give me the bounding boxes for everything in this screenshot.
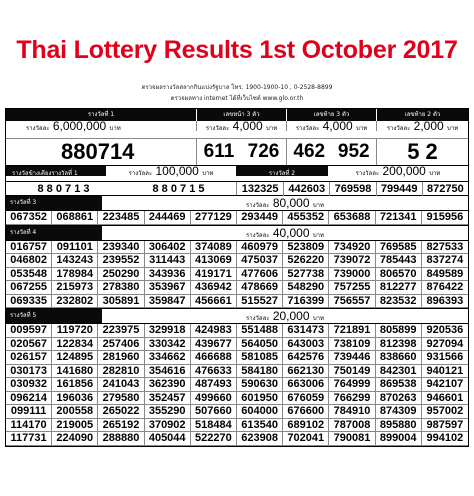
fifth-prize-number: 030173 [6,365,52,379]
near-first-numbers [6,182,236,195]
second-amount-value: 200,000 [382,164,426,178]
fifth-prize-number: 931566 [422,351,468,365]
fourth-prize-number: 757255 [329,281,375,295]
front3-amount-value: 4,000 [232,119,263,133]
fifth-prize-number: 784910 [329,405,375,419]
near-first-unit: บาท [202,170,214,177]
fourth-prize-number: 215973 [52,281,98,295]
fifth-prize-number: 874309 [376,405,422,419]
fourth-prize-number: 523809 [283,241,329,255]
last3-label: เลขท้าย 3 ตัว [286,109,376,121]
fifth-prize-number: 124895 [52,351,98,365]
fifth-prize-number: 487493 [191,378,237,392]
fifth-prize-number: 281960 [98,351,144,365]
fourth-prize-number: 849589 [422,268,468,282]
fourth-prize-number: 306402 [145,241,191,255]
fifth-prize-label: รางวัลที่ 5 [6,309,102,323]
first-prize-amount [6,121,196,131]
fourth-amount-prefix: รางวัลละ [246,231,270,239]
fifth-prize-number: 631473 [283,324,329,338]
fifth-prize-number: 927094 [422,338,468,352]
last3-amount-prefix: รางวัลละ [295,125,320,132]
fifth-prize-number: 942107 [422,378,468,392]
fifth-prize-number: 581085 [237,351,283,365]
fifth-prize-number: 329918 [145,324,191,338]
last2-label: เลขท้าย 2 ตัว [376,109,468,121]
fifth-prize-number: 476633 [191,365,237,379]
fifth-prize-number: 282810 [98,365,144,379]
fifth-prize-number: 920536 [422,324,468,338]
fifth-prize-number: 994102 [422,432,468,446]
fifth-prize-number: 564050 [237,338,283,352]
fourth-prize-number: 527738 [283,268,329,282]
fifth-prize-number: 096214 [6,392,52,406]
third-prize-number: 068861 [52,211,98,225]
third-prize-number: 223485 [98,211,144,225]
fifth-prize-number: 812398 [376,338,422,352]
fifth-prize-number: 518484 [191,419,237,433]
fifth-prize-number: 642576 [283,351,329,365]
last3-amount [286,121,376,131]
fifth-prize-number: 257406 [98,338,144,352]
second-prize-number: 872750 [422,182,468,196]
fifth-prize-number: 241043 [98,378,144,392]
near-first-number: 8 8 0 7 1 5 [152,183,205,195]
fourth-prize-number: 046802 [6,254,52,268]
fourth-prize-number: 053548 [6,268,52,282]
near-first-number: 8 8 0 7 1 3 [37,183,90,195]
fourth-prize-number: 091101 [52,241,98,255]
fifth-prize-number: 279580 [98,392,144,406]
fifth-prize-number: 522270 [191,432,237,446]
fifth-prize-number: 370902 [145,419,191,433]
winning-numbers-row [6,139,468,165]
fourth-prize-number: 478669 [237,281,283,295]
fourth-prize-number: 178984 [52,268,98,282]
fifth-prize-number: 842301 [376,365,422,379]
third-prize-number: 293449 [237,211,283,225]
fifth-prize-number: 721891 [329,324,375,338]
near-first-amount-prefix: รางวัลละ [128,170,153,177]
fifth-prize-number: 424983 [191,324,237,338]
fourth-prize-number: 305891 [98,295,144,309]
third-prize-grid [6,211,468,225]
fifth-prize-number: 009597 [6,324,52,338]
near-second-numbers-row [6,181,468,195]
fourth-prize-number: 716399 [283,295,329,309]
last2-number: 5 2 [376,139,468,165]
third-prize-number: 455352 [283,211,329,225]
third-prize-number: 277129 [191,211,237,225]
fifth-prize-number: 702041 [283,432,329,446]
fourth-prize-grid [6,241,468,309]
fifth-prize-number: 026157 [6,351,52,365]
fourth-prize-number: 143243 [52,254,98,268]
fifth-prize-number: 663006 [283,378,329,392]
fourth-prize-number: 239552 [98,254,144,268]
fifth-prize-number: 354616 [145,365,191,379]
near-first-label: รางวัลข้างเคียงรางวัลที่ 1 [6,166,106,176]
last2-amount [376,121,468,131]
fourth-prize-number: 515527 [237,295,283,309]
third-prize-number: 915956 [422,211,468,225]
fifth-prize-number: 662130 [283,365,329,379]
fifth-unit: บาท [312,315,324,322]
fifth-prize-number: 643003 [283,338,329,352]
fourth-prize-number: 413069 [191,254,237,268]
fourth-prize-number: 239340 [98,241,144,255]
fourth-prize-number: 756557 [329,295,375,309]
fifth-prize-number: 623908 [237,432,283,446]
fourth-prize-number: 016757 [6,241,52,255]
third-prize-label: รางวัลที่ 3 [6,196,102,210]
near-first-amount-value: 100,000 [155,164,199,178]
front3-label: เลขหน้า 3 ตัว [196,109,286,121]
fifth-prize-number: 466688 [191,351,237,365]
fourth-amount-value: 40,000 [272,225,310,240]
first-prize-unit: บาท [109,125,121,132]
fourth-prize-label: รางวัลที่ 4 [6,226,102,240]
front3-amount-prefix: รางวัลละ [205,125,230,132]
fifth-prize-number: 940121 [422,365,468,379]
fourth-prize-number: 827533 [422,241,468,255]
fourth-prize-number: 460979 [237,241,283,255]
fifth-prize-number: 114170 [6,419,52,433]
fifth-prize-number: 352457 [145,392,191,406]
fourth-prize-number: 876422 [422,281,468,295]
fifth-prize-number: 288880 [98,432,144,446]
fourth-prize-number: 353967 [145,281,191,295]
near-second-header-row [6,165,468,181]
fifth-prize-header [6,308,468,324]
fifth-prize-number: 676059 [283,392,329,406]
fifth-amount-prefix: รางวัลละ [246,315,270,322]
website-subtitle: ตรวจผลทาง internet ได้ที่เว็บไซต์ www.glo.or.th [170,95,304,102]
fourth-prize-number: 739000 [329,268,375,282]
last3-numbers [286,139,376,165]
fifth-prize-number: 805899 [376,324,422,338]
fifth-prize-number: 590630 [237,378,283,392]
fifth-prize-number: 439677 [191,338,237,352]
second-prize-label: รางวัลที่ 2 [236,166,328,176]
fifth-prize-number: 601950 [237,392,283,406]
second-amount-prefix: รางวัลละ [355,170,380,177]
second-prize-number: 799449 [376,182,422,196]
fourth-prize-number: 436942 [191,281,237,295]
fifth-prize-number: 764999 [329,378,375,392]
fifth-prize-number: 738109 [329,338,375,352]
second-prize-number: 442603 [283,182,329,196]
fifth-prize-number: 787008 [329,419,375,433]
front3-number: 726 [247,141,280,162]
page-title: Thai Lottery Results 1st October 2017 [16,36,458,64]
fourth-prize-number: 823532 [376,295,422,309]
fifth-prize-number: 604000 [237,405,283,419]
fifth-prize-number: 265192 [98,419,144,433]
fifth-prize-number: 869538 [376,378,422,392]
fourth-prize-number: 359847 [145,295,191,309]
front3-number: 611 [203,141,235,162]
fourth-prize-number: 374089 [191,241,237,255]
fourth-prize-header [6,225,468,241]
third-prize-number: 244469 [145,211,191,225]
last2-amount-value: 2,000 [413,119,444,133]
third-amount-value: 80,000 [272,196,310,210]
fifth-prize-number: 895880 [376,419,422,433]
fifth-prize-amount [102,309,468,323]
fifth-prize-number: 405044 [145,432,191,446]
fourth-prize-number: 806570 [376,268,422,282]
fifth-prize-number: 750149 [329,365,375,379]
fifth-prize-number: 219005 [52,419,98,433]
fifth-prize-number: 265022 [98,405,144,419]
fourth-prize-number: 548290 [283,281,329,295]
last3-amount-value: 4,000 [322,119,353,133]
fifth-prize-number: 020567 [6,338,52,352]
fifth-prize-number: 689102 [283,419,329,433]
fourth-prize-number: 475037 [237,254,283,268]
fourth-prize-number: 250290 [98,268,144,282]
fourth-prize-amount [102,226,468,240]
fourth-prize-number: 456661 [191,295,237,309]
fourth-prize-number: 343936 [145,268,191,282]
third-prize-number: 653688 [329,211,375,225]
fifth-prize-number: 196036 [52,392,98,406]
top-amount-row [6,121,468,139]
near-first-amount [106,166,236,176]
fourth-prize-number: 837274 [422,254,468,268]
fourth-prize-number: 067255 [6,281,52,295]
front3-unit: บาท [266,125,278,132]
second-prize-number: 132325 [241,183,279,195]
fifth-prize-number: 676600 [283,405,329,419]
fifth-prize-number: 499660 [191,392,237,406]
fifth-prize-number: 030932 [6,378,52,392]
fifth-prize-number: 355290 [145,405,191,419]
first-prize-label: รางวัลที่ 1 [87,111,115,118]
fifth-prize-number: 957002 [422,405,468,419]
fifth-prize-number: 099111 [6,405,52,419]
fifth-amount-value: 20,000 [272,309,310,323]
fifth-prize-number: 330342 [145,338,191,352]
front3-numbers [196,139,286,165]
third-prize-number: 067352 [6,211,52,225]
fifth-prize-number: 507660 [191,405,237,419]
fifth-prize-number: 899004 [376,432,422,446]
fifth-prize-number: 141680 [52,365,98,379]
fifth-prize-number: 946601 [422,392,468,406]
front3-amount [196,121,286,131]
fifth-prize-number: 362390 [145,378,191,392]
third-prize-header [6,195,468,211]
fourth-prize-number: 769585 [376,241,422,255]
fifth-prize-number: 161856 [52,378,98,392]
fourth-prize-number: 311443 [145,254,191,268]
third-prize-number: 721341 [376,211,422,225]
first-prize-amount-value: 6,000,000 [52,119,107,133]
fourth-prize-number: 785443 [376,254,422,268]
fifth-prize-number: 613540 [237,419,283,433]
first-prize-number: 880714 [61,139,135,164]
fifth-prize-number: 200558 [52,405,98,419]
fifth-prize-number: 739446 [329,351,375,365]
fifth-prize-number: 224090 [52,432,98,446]
third-unit: บาท [312,202,324,209]
fourth-prize-number: 734920 [329,241,375,255]
fifth-prize-number: 838660 [376,351,422,365]
fifth-prize-number: 119720 [52,324,98,338]
fourth-prize-number: 739072 [329,254,375,268]
results-sheet [5,108,469,447]
second-prize-number: 769598 [329,182,375,196]
second-prize-numbers [236,182,468,195]
fourth-prize-number: 278380 [98,281,144,295]
fifth-prize-number: 334662 [145,351,191,365]
fifth-prize-number: 766299 [329,392,375,406]
fourth-prize-number: 477606 [237,268,283,282]
fourth-prize-number: 526220 [283,254,329,268]
fifth-prize-number: 223975 [98,324,144,338]
last3-number: 952 [337,141,370,162]
fifth-prize-number: 870263 [376,392,422,406]
fifth-prize-grid [6,324,468,446]
last3-unit: บาท [356,125,368,132]
last3-number: 462 [293,141,326,162]
fourth-prize-number: 069335 [6,295,52,309]
fourth-prize-number: 232802 [52,295,98,309]
fifth-prize-number: 551488 [237,324,283,338]
fifth-prize-number: 790081 [329,432,375,446]
last2-amount-prefix: รางวัลละ [386,125,411,132]
fifth-prize-number: 122834 [52,338,98,352]
fifth-prize-number: 987597 [422,419,468,433]
fourth-prize-number: 419171 [191,268,237,282]
hotline-subtitle: ตรวจผลรางวัลสลากกินแบ่งรัฐบาล โทร. 1900-1900-10 , 0-2528-8899 [141,84,333,91]
fourth-unit: บาท [312,231,324,239]
second-prize-amount [328,166,468,176]
last2-unit: บาท [447,125,459,132]
fifth-prize-number: 117731 [6,432,52,446]
second-unit: บาท [429,170,441,177]
fourth-prize-number: 896393 [422,295,468,309]
first-prize-amount-prefix: รางวัลละ [26,125,50,132]
fifth-prize-number: 584180 [237,365,283,379]
third-amount-prefix: รางวัลละ [246,202,270,209]
fourth-prize-number: 812277 [376,281,422,295]
third-prize-amount [102,196,468,210]
